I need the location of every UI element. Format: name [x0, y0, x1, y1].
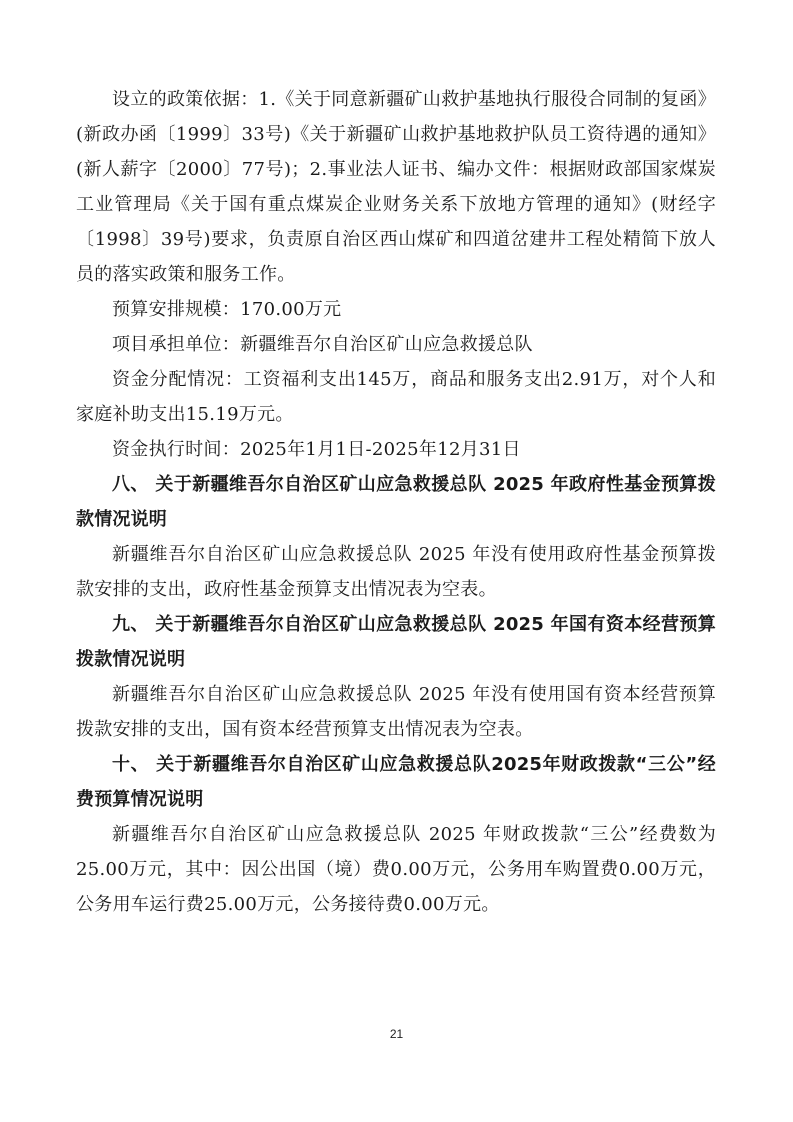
budget-scale-paragraph: 预算安排规模：170.00万元: [112, 299, 342, 320]
execution-time-paragraph: 资金执行时间：2025年1月1日-2025年12月31日: [112, 439, 521, 460]
document-body: [76, 82, 716, 922]
section-9-heading: 九、 关于新疆维吾尔自治区矿山应急救援总队 2025 年国有资本经营预算拨款情况说明: [76, 614, 716, 670]
project-unit-paragraph: 项目承担单位：新疆维吾尔自治区矿山应急救援总队: [112, 334, 533, 355]
section-8-body: 新疆维吾尔自治区矿山应急救援总队 2025 年没有使用政府性基金预算拨款安排的支出，政府性基金预算支出情况表为空表。: [76, 544, 716, 600]
section-9-body: 新疆维吾尔自治区矿山应急救援总队 2025 年没有使用国有资本经营预算拨款安排的支出，国有资本经营预算支出情况表为空表。: [76, 684, 716, 740]
page-number: 21: [389, 1027, 404, 1041]
section-10-body: 新疆维吾尔自治区矿山应急救援总队 2025 年财政拨款“三公”经费数为25.00万元，其中：因公出国（境）费0.00万元，公务用车购置费0.00万元，公务用车运行费25.00万元，公务接待费0.00万元。: [76, 824, 716, 915]
policy-basis-paragraph: 设立的政策依据：1.《关于同意新疆矿山救护基地执行服役合同制的复函》(新政办函〔1999〕33号)《关于新疆矿山救护基地救护队员工资待遇的通知》(新人薪字〔2000〕77号)；2.事业法人证书、编办文件：根据财政部国家煤炭工业管理局《关于国有重点煤炭企业财务关系下放地方管理的通知》(财经字〔1998〕39号)要求，负责原自治区西山煤矿和四道岔建井工程处精简下放人员的落实政策和服务工作。: [76, 89, 716, 285]
section-10-heading: 十、 关于新疆维吾尔自治区矿山应急救援总队2025年财政拨款“三公”经费预算情况说明: [76, 754, 716, 810]
section-8-heading: 八、 关于新疆维吾尔自治区矿山应急救援总队 2025 年政府性基金预算拨款情况说明: [76, 474, 716, 530]
fund-allocation-paragraph: 资金分配情况：工资福利支出145万，商品和服务支出2.91万，对个人和家庭补助支出15.19万元。: [76, 369, 716, 425]
